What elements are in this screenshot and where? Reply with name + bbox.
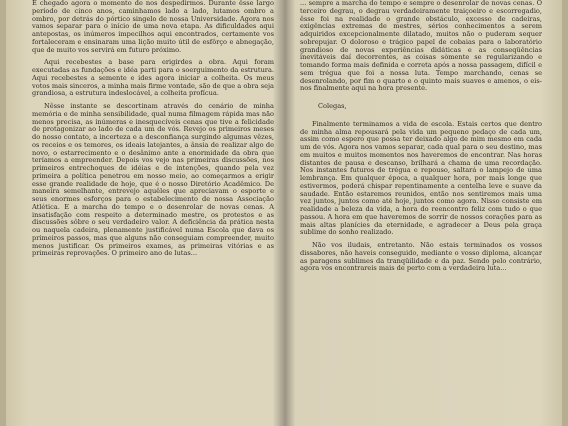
right-page-edge xyxy=(562,0,568,426)
right-paragraph-1: Finalmente terminamos a vida de escola. Estais certos que dentro de minha alma repousará pela vida um pequeno pedaço de cada um, assim como espero que possa ter deixado algo de mim mesmo em cada um de vós. Agora nos vamos separar, cada qual para o seu destino, mas em muitos e muitos momentos nos haveremos de encontrar. Nas horas distantes de pausa e descanso, brilhará a chama de uma recordação. Nos instantes futuros de trégua e repouso, saltará o lampejo de uma lembrança. Em qualquer época, a qualquer hora, por mais longe que estivermos, poderá chispar repentinamente a centelha leve e suave da saudade. Então estaremos reunidos, então nos sentiremos mais uma vez juntos, juntos como até hoje, juntos como agora. Nisso consiste em realidade a beleza da vida, a hora do reencontro feliz com tudo o que passou. A hora em que haveremos de sorrir de nossos corações para as mais altas planícies da eternidade, e agradecer a Deus pela graça sublime do sonho realizado. xyxy=(300,119,542,237)
left-paragraph-3: Nêsse instante se descortinam através do cenário de minha memória e de minha sensibilidade, qual numa filmagem rápida mas não menos precisa, as inúmeras e inesquecíveis cenas que tive a felicidade de protagonizar ao lado de cada um de vós. Revejo os primeiros meses do nosso contato, a incerteza e a desconfiança surgindo algumas vêzes, os receios e os temores, os ideais latejantes, a ânsia de realizar algo de novo, o estarrecimento e o desânimo ante a enormidade da obra que teríamos a empreender. Depois vos vejo nas primeiras discussões, nos primeiros entrechoques de idéias e de intenções, quando pela vez primeira a política penetrou em nosso meio, ao começarmos a erigir esse grande realidade de hoje, que é o nosso Diretório Acadêmico. De maneira semelhante, entrevejo aquêles que apreciavam o esporte e seus enormes esforços para o estabelecimento de nossa Associação Atlética. E a marcha do tempo e o desenrolar de novas cenas. A insatisfação com respeito a determinado mestre, os protestos e as discussões sôbre o seu verdadeiro valor. A deficiência da prática nesta ou naquela cadeira, plenamente justificável numa Escola que dava os primeiros passos, mas que alguns não conseguiam compreender, muito menos justificar. Os primeiros exames, as primeiras vitórias e as primeiras reprovações. O primeiro ano de lutas... xyxy=(32,102,274,258)
right-page-column xyxy=(300,0,542,426)
salutation-heading: Colegas, xyxy=(318,102,347,110)
right-paragraph-2: Não vos iludais, entretanto. Não estais terminados os vossos dissabores, não haveis conseguido, mediante o vosso diploma, alcançar as paragens sublimes da tranqüilidade e da paz. Sendo pelo contrário, agora vos encontrareis mais de perto com a verdadeira luta... xyxy=(300,241,542,273)
left-page-edge xyxy=(0,0,6,426)
left-paragraph-1: É chegado agora o momento de nos despedirmos. Durante êsse largo período de cinco anos, caminhamos lado a lado, lutamos ombro a ombro, por detrás do pórtico singelo de nossa Universidade. Agora nos vamos separar para o início de uma nova etapa. As dificuldades aqui antepostas, os inúmeros impecilhos aqui encontrados, certamente vos fortaleceram e ensinaram uma lição muito útil de esfôrço e abnegação, que de muito vos servirá em futuro próximo. xyxy=(32,0,274,54)
left-page-column xyxy=(32,0,274,426)
right-paragraph-continued: ... sempre a marcha do tempo e sempre o desenrolar de novas cenas. O terceiro degrau, o degrau verdadeiramente traiçoeiro e escorregadio, êsse foi na realidade o grande obstáculo, excesso de cadeiras, exigências extremas de mestres, sérios conhecimentos a serem adquiridos excepcionalmente dilatado, muitos não o puderam sequer sobrepujar. O doloroso e trágico papel de cobaias para o laboratório grandioso de novas experiências didáticas e as conseqüências inevitáveis daí decorrentes, as coisas sòmente se regularizando e tomando forma mais definida e correta após a nossa passagem, difícil e sem trégua que foi a nossa luta. Tempo marchando, cenas se desenrolando, por fim o quarto e o quinto mais suaves e amenos, o eis-nos finalmente aqui na hora presente. xyxy=(300,0,542,93)
left-paragraph-2: Aqui recebestes a base para erigirdes a obra. Aqui foram executadas as fundações e idéa parti para o soerguimento da estrutura. Aqui recebestes a semente e ides agora iniciar a colheita. Os meus votos mais sinceros, a minha mais firme vontade, são de que a obra seja grandiosa, a estrutura indeslocável, a colheita profícua. xyxy=(32,58,274,98)
